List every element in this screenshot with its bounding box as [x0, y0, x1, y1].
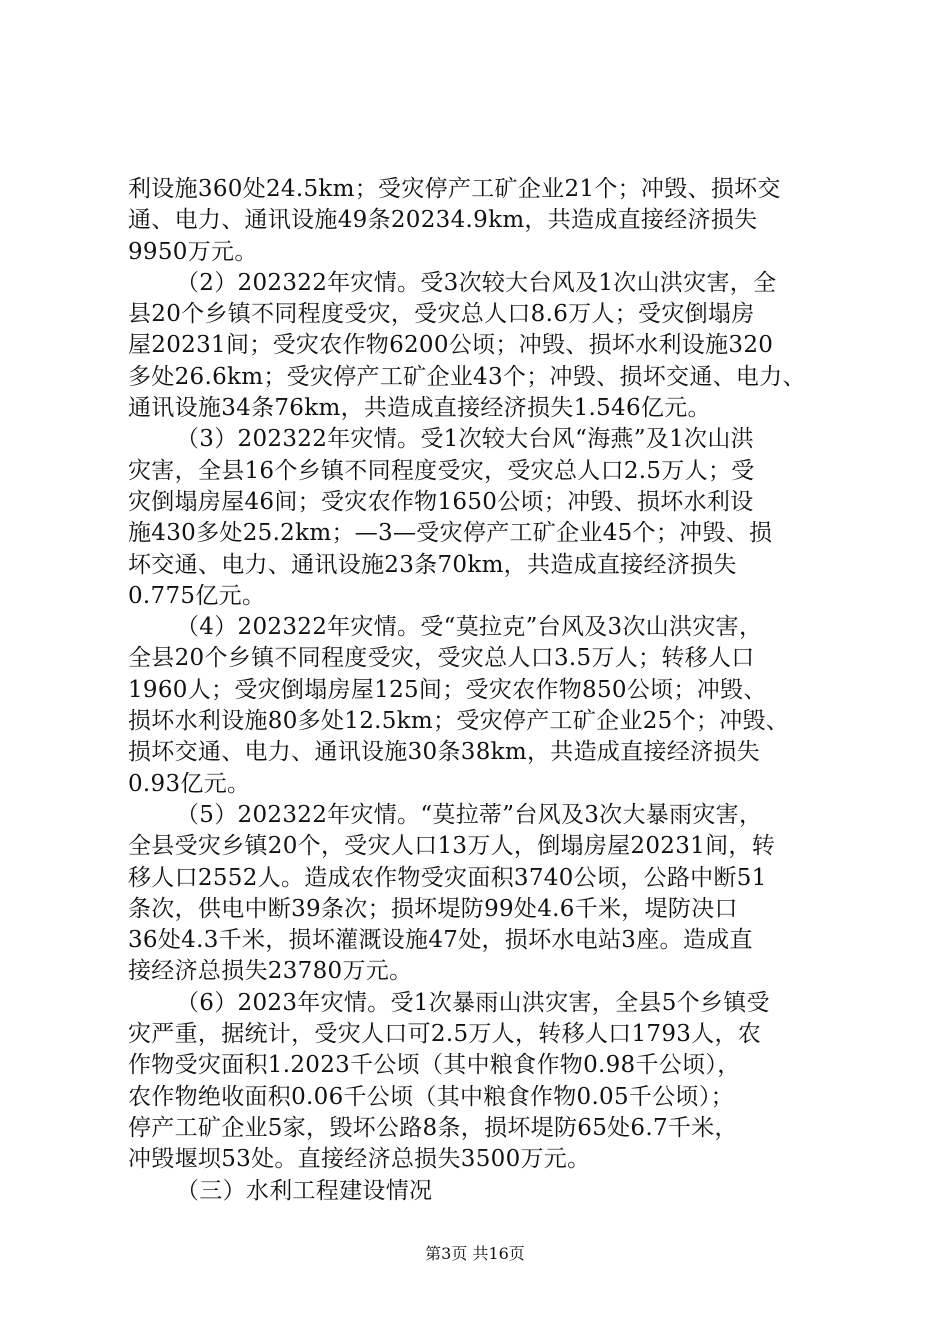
- text-line: （三）水利工程建设情况: [176, 1177, 433, 1204]
- text-line: （5）202322年灾情。“莫拉蒂”台风及3次大暴雨灾害，: [176, 801, 763, 828]
- text-line: 损坏交通、电力、通讯设施30条38km，共造成直接经济损失: [128, 739, 760, 766]
- text-line: 灾倒塌房屋46间；受灾农作物1650公顷；冲毁、损坏水利设: [128, 488, 754, 515]
- text-line: 移人口2552人。造成农作物受灾面积3740公顷，公路中断51: [128, 864, 767, 891]
- text-line: 0.775亿元。: [128, 582, 266, 609]
- text-line: （2）202322年灾情。受3次较大台风及1次山洪灾害，全: [176, 269, 777, 296]
- text-line: 灾严重，据统计，受灾人口可2.5万人，转移人口1793人，农: [128, 1021, 762, 1048]
- text-line: 县20个乡镇不同程度受灾，受灾总人口8.6万人；受灾倒塌房: [128, 301, 755, 328]
- text-line: 9950万元。: [128, 238, 258, 265]
- text-line: 0.93亿元。: [128, 770, 251, 797]
- text-line: 损坏水利设施80多处12.5km；受灾停产工矿企业25个；冲毁、: [128, 708, 790, 735]
- text-line: 全县受灾乡镇20个，受灾人口13万人，倒塌房屋20231间，转: [128, 833, 775, 860]
- text-line: 通、电力、通讯设施49条20234.9km，共造成直接经济损失: [128, 207, 758, 234]
- text-line: 屋20231间；受灾农作物6200公顷；冲毁、损坏水利设施320: [128, 332, 774, 359]
- text-line: 1960人；受灾倒塌房屋125间；受灾农作物850公顷；冲毁、: [128, 676, 767, 703]
- text-line: 多处26.6km；受灾停产工矿企业43个；冲毁、损坏交通、电力、: [128, 363, 806, 390]
- body-text: [128, 174, 840, 1207]
- text-line: 利设施360处24.5km；受灾停产工矿企业21个；冲毁、损坏交: [128, 176, 781, 202]
- text-line: 停产工矿企业5家，毁坏公路8条，损坏堤防65处6.7千米，: [128, 1114, 738, 1141]
- text-line: 作物受灾面积1.2023千公顷（其中粮食作物0.98千公顷），: [128, 1052, 741, 1079]
- text-line: 施430多处25.2km；—3—受灾停产工矿企业45个；冲毁、损: [128, 520, 773, 547]
- text-line: 坏交通、电力、通讯设施23条70km，共造成直接经济损失: [128, 551, 737, 578]
- page-footer: 第3页 共16页: [425, 1244, 525, 1263]
- text-line: 全县20个乡镇不同程度受灾，受灾总人口3.5万人；转移人口: [128, 645, 755, 672]
- text-line: （3）202322年灾情。受1次较大台风“海燕”及1次山洪: [176, 426, 754, 453]
- text-line: 接经济总损失23780万元。: [128, 958, 413, 985]
- text-line: 36处4.3千米，损坏灌溉设施47处，损坏水电站3座。造成直: [128, 927, 753, 954]
- text-line: 冲毁堰坝53处。直接经济总损失3500万元。: [128, 1146, 591, 1173]
- text-line: 条次，供电中断39条次；损坏堤防99处4.6千米，堤防决口: [128, 895, 738, 922]
- text-line: 灾害，全县16个乡镇不同程度受灾，受灾总人口2.5万人；受: [128, 457, 755, 484]
- text-line: （6）2023年灾情。受1次暴雨山洪灾害，全县5个乡镇受: [176, 989, 770, 1016]
- text-line: 农作物绝收面积0.06千公顷（其中粮食作物0.05千公顷）；: [128, 1083, 734, 1110]
- text-line: 通讯设施34条76km，共造成直接经济损失1.546亿元。: [128, 395, 711, 422]
- text-line: （4）202322年灾情。受“莫拉克”台风及3次山洪灾害，: [176, 614, 763, 641]
